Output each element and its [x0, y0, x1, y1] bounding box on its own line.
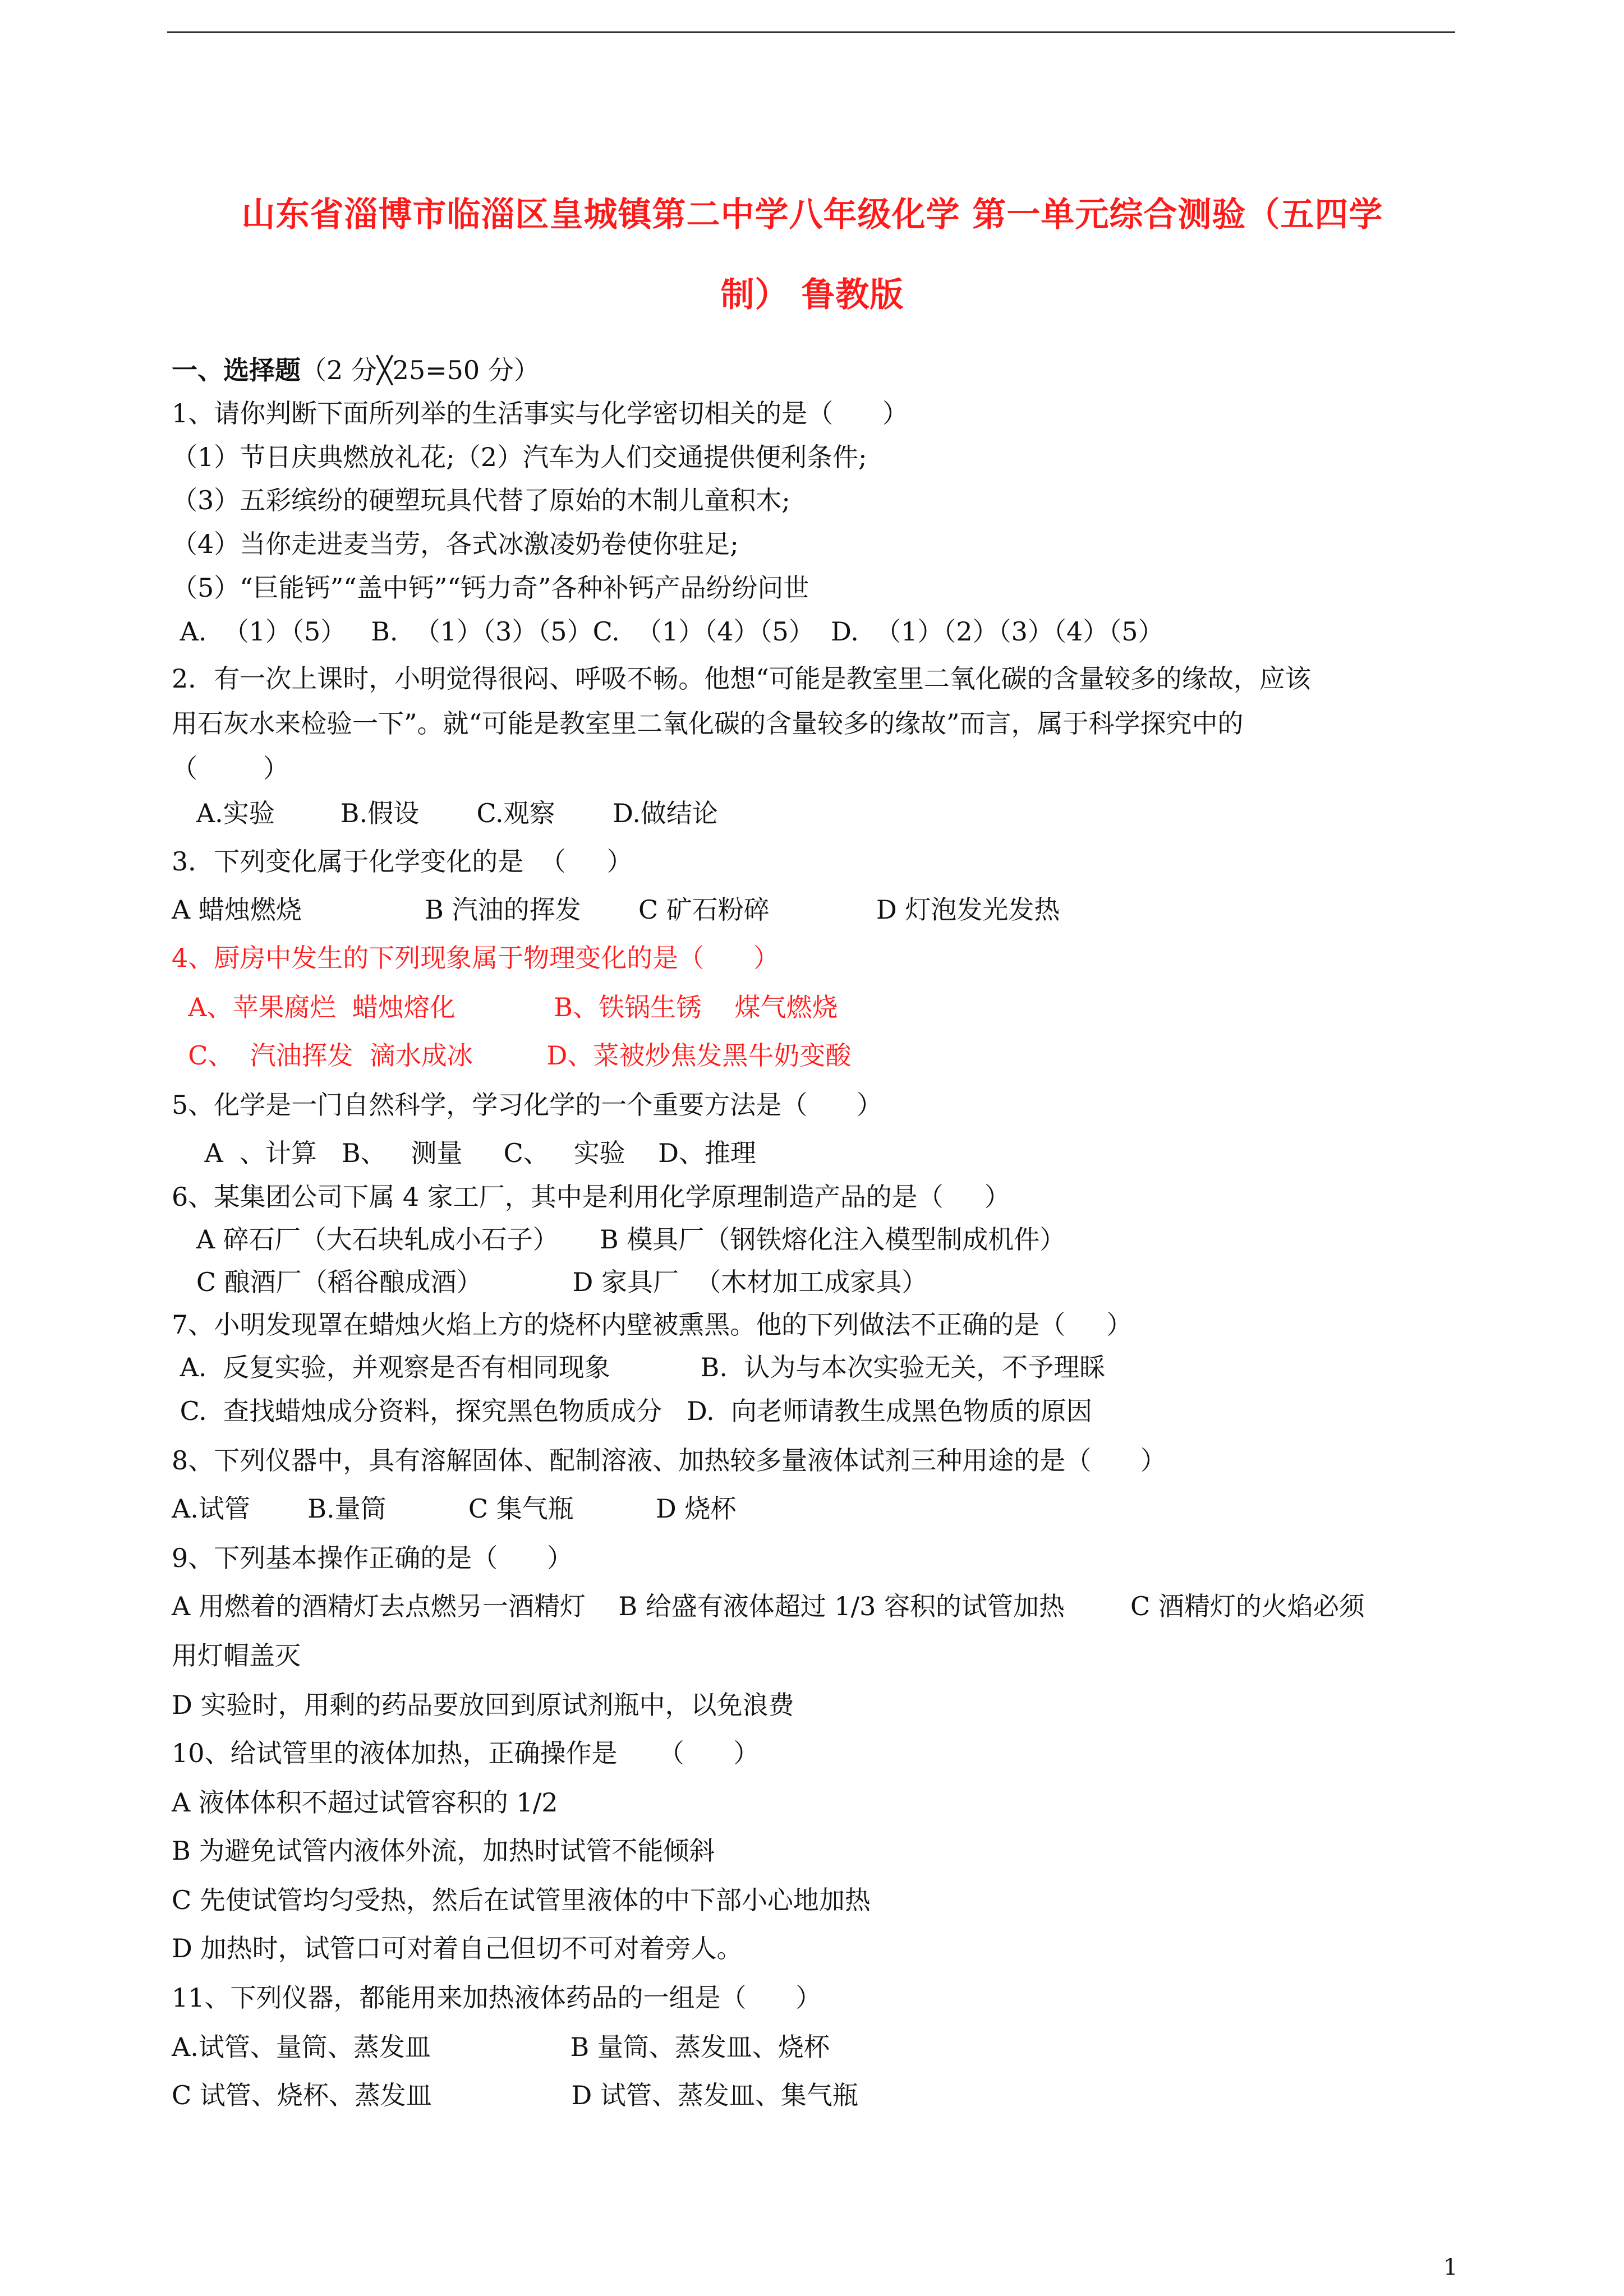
question-10-stem: 10、给试管里的液体加热，正确操作是 （ ）	[172, 1738, 760, 1768]
question-11-options-cd: C 试管、烧杯、蒸发皿 D 试管、蒸发皿、集气瓶	[172, 2080, 858, 2110]
question-8-options: A.试管 B.量筒 C 集气瓶 D 烧杯	[172, 1493, 737, 1524]
question-10-option-b: B 为避免试管内液体外流，加热时试管不能倾斜	[172, 1836, 715, 1866]
question-5-stem: 5、化学是一门自然科学，学习化学的一个重要方法是（ ）	[172, 1090, 882, 1120]
header-rule	[167, 31, 1455, 33]
question-1-options: A. （1）（5） B. （1）（3）（5）C. （1）（4）（5） D. （1）（2）（3）（4）（5）	[172, 616, 1164, 647]
section-label: 一、选择题	[172, 355, 301, 385]
question-1-stem: 1、请你判断下面所列举的生活事实与化学密切相关的是（ ）	[172, 398, 908, 428]
question-10-option-d: D 加热时，试管口可对着自己但切不可对着旁人。	[172, 1933, 743, 1963]
document-title-line-1: 山东省淄博市临淄区皇城镇第二中学八年级化学 第一单元综合测验（五四学	[241, 195, 1383, 234]
question-3-stem: 3．下列变化属于化学变化的是 （ ）	[172, 846, 633, 877]
question-11-options-ab: A.试管、量筒、蒸发皿 B 量筒、蒸发皿、烧杯	[172, 2032, 830, 2062]
question-4-stem: 4、厨房中发生的下列现象属于物理变化的是（ ）	[172, 943, 779, 973]
question-6-options-cd: C 酿酒厂（稻谷酿成酒） D 家具厂 （木材加工成家具）	[172, 1267, 928, 1297]
question-7-options-ab: A. 反复实验，并观察是否有相同现象 B. 认为与本次实验无关，不予理睬	[172, 1352, 1106, 1382]
question-2-options: A.实验 B.假设 C.观察 D.做结论	[172, 798, 718, 828]
question-9-options-abc: A 用燃着的酒精灯去点燃另一酒精灯 B 给盛有液体超过 1/3 容积的试管加热 C 酒精灯的火焰必须	[172, 1591, 1365, 1621]
question-10-option-c: C 先使试管均匀受热，然后在试管里液体的中下部小心地加热	[172, 1885, 871, 1915]
question-7-options-cd: C. 查找蜡烛成分资料，探究黑色物质成分 D. 向老师请教生成黑色物质的原因	[172, 1396, 1093, 1426]
question-10-option-a: A 液体体积不超过试管容积的 1/2	[172, 1787, 558, 1818]
question-7-stem: 7、小明发现罩在蜡烛火焰上方的烧杯内壁被熏黑。他的下列做法不正确的是（ ）	[172, 1310, 1133, 1340]
question-4-options-ab: A、苹果腐烂 蜡烛熔化 B、铁锅生锈 煤气燃烧	[172, 992, 838, 1022]
question-9-option-d: D 实验时，用剩的药品要放回到原试剂瓶中，以免浪费	[172, 1690, 794, 1720]
question-6-stem: 6、某集团公司下属 4 家工厂，其中是利用化学原理制造产品的是（ ）	[172, 1182, 1010, 1212]
question-2-stem-line-1: 2．有一次上课时，小明觉得很闷、呼吸不畅。他想“可能是教室里二氧化碳的含量较多的缘故，应该	[172, 663, 1311, 694]
question-8-stem: 8、下列仪器中，具有溶解固体、配制溶液、加热较多量液体试剂三种用途的是（ ）	[172, 1445, 1166, 1476]
question-4-options-cd: C、 汽油挥发 滴水成冰 D、菜被炒焦发黑牛奶变酸	[172, 1040, 852, 1071]
question-5-options: A 、计算 B、 测量 C、 实验 D、推理	[172, 1138, 757, 1168]
question-2-blank: （ ）	[172, 753, 289, 783]
question-2-stem-line-2: 用石灰水来检验一下”。就“可能是教室里二氧化碳的含量较多的缘故”而言，属于科学探究中的	[172, 708, 1244, 739]
section-heading	[172, 354, 540, 386]
question-9-option-c-continued: 用灯帽盖灭	[172, 1640, 301, 1671]
document-title-line-2: 制） 鲁教版	[720, 275, 904, 315]
question-1-item-3: （3）五彩缤纷的硬塑玩具代替了原始的木制儿童积木;	[172, 485, 790, 515]
question-1-item-1-2: （1）节日庆典燃放礼花;（2）汽车为人们交通提供便利条件;	[172, 442, 867, 472]
section-scoring: （2 分╳25=50 分）	[301, 355, 540, 385]
question-3-options: A 蜡烛燃烧 B 汽油的挥发 C 矿石粉碎 D 灯泡发光发热	[172, 895, 1060, 925]
question-1-item-4: （4）当你走进麦当劳，各式冰激凌奶卷使你驻足;	[172, 529, 739, 559]
page-number: 1	[1443, 2254, 1458, 2280]
question-11-stem: 11、下列仪器，都能用来加热液体药品的一组是（ ）	[172, 1983, 822, 2013]
question-9-stem: 9、下列基本操作正确的是（ ）	[172, 1543, 573, 1573]
question-1-item-5: （5）“巨能钙”“盖中钙”“钙力奇”各种补钙产品纷纷问世	[172, 573, 809, 603]
question-6-options-ab: A 碎石厂（大石块轧成小石子） B 模具厂（钢铁熔化注入模型制成机件）	[172, 1224, 1066, 1255]
